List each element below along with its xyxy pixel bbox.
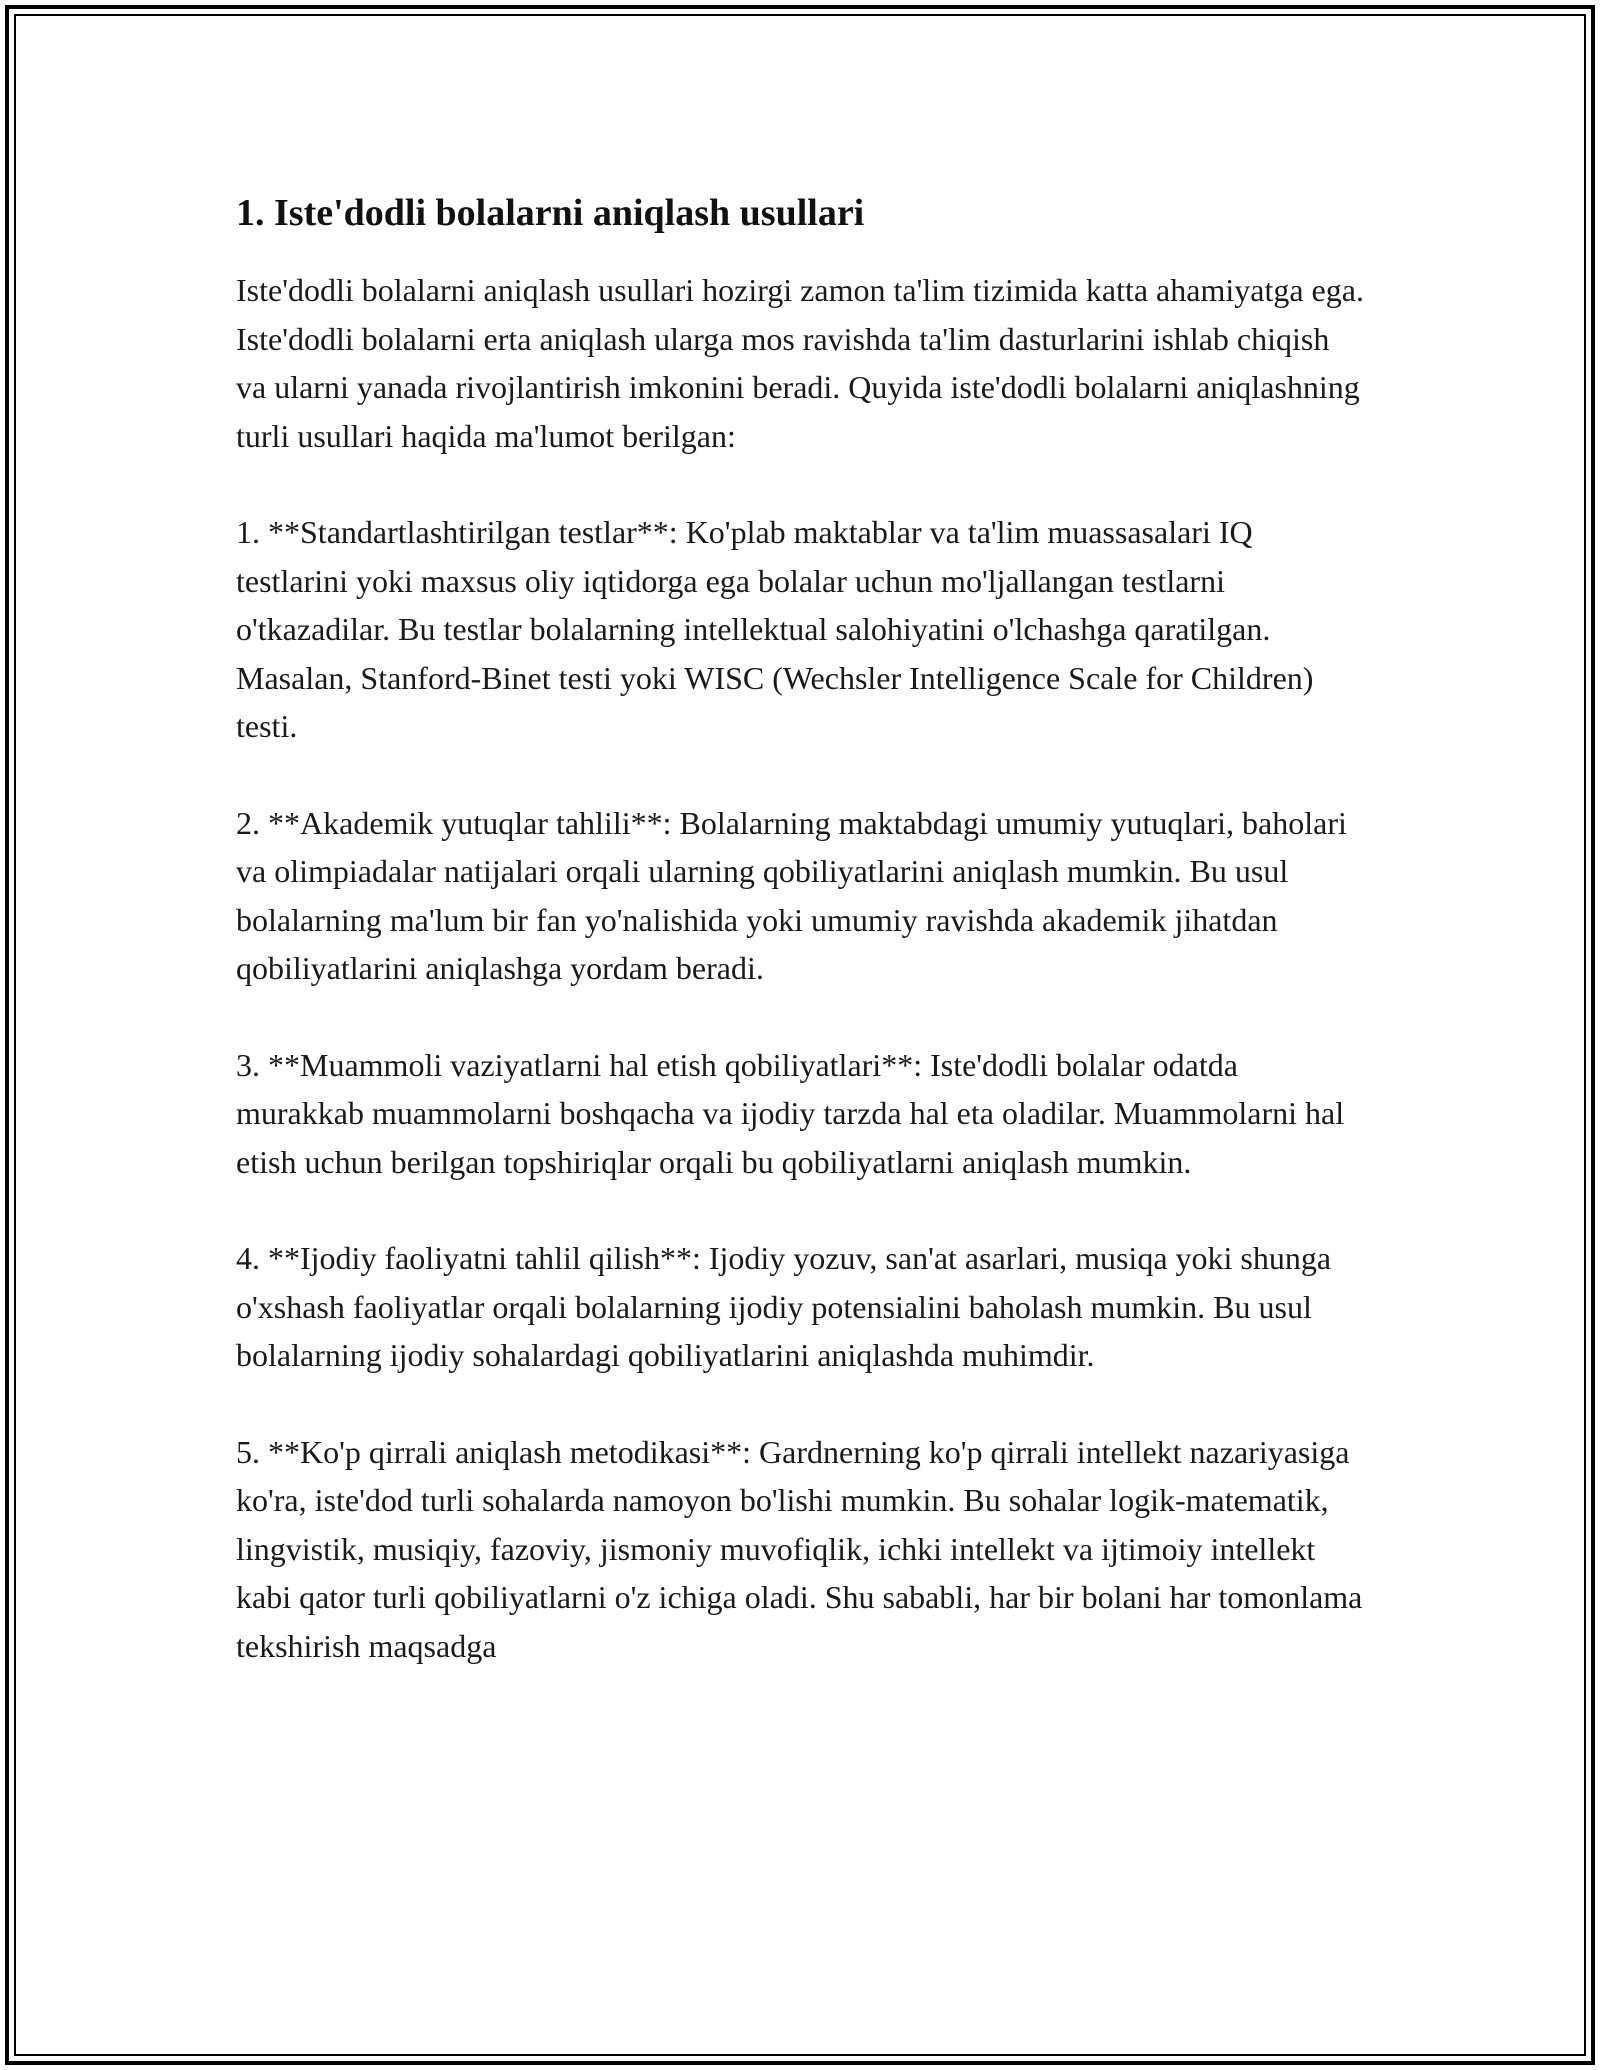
list-item-multiple-intelligence: 5. **Ko'p qirrali aniqlash metodikasi**: Gardnerning ko'p qirrali intellekt nazariyasiga ko'ra, iste'dod turli sohalarda namoyon bo'lishi mumkin. Bu sohalar logik-matematik, lingvistik, musiqiy, fazoviy, jismoniy muvofiqlik, ichki intellekt va ijtimoiy intellekt kabi qator turli qobiliyatlarni o'z ichiga oladi. Shu sababli, har bir bolani har tomonlama tekshirish maqsadga bbox=[236, 1433, 1363, 1664]
intro-paragraph: Iste'dodli bolalarni aniqlash usullari hozirgi zamon ta'lim tizimida katta ahamiyatga ega. Iste'dodli bolalarni erta aniqlash ularga mos ravishda ta'lim dasturlarini ishlab chiqish va ularni yanada rivojlantirish imkonini beradi. Quyida iste'dodli bolalarni aniqlashning turli usullari haqida ma'lumot berilgan: bbox=[236, 272, 1364, 454]
list-item-standardized-tests: 1. **Standartlashtirilgan testlar**: Ko'plab maktablar va ta'lim muassasalari IQ testlarini yoki maxsus oliy iqtidorga ega bolalar uchun mo'ljallangan testlarni o'tkazadilar. Bu testlar bolalarning intellektual salohiyatini o'lchashga qaratilgan. Masalan, Stanford-Binet testi yoki WISC (Wechsler Intelligence Scale for Children) testi. bbox=[236, 514, 1314, 744]
list-item-academic-achievements: 2. **Akademik yutuqlar tahlili**: Bolalarning maktabdagi umumiy yutuqlari, baholari va olimpiadalar natijalari orqali ularning qobiliyatlarini aniqlash mumkin. Bu usul bolalarning ma'lum bir fan yo'nalishida yoki umumiy ravishda akademik jihatdan qobiliyatlarini aniqlashga yordam beradi. bbox=[236, 804, 1347, 986]
list-item-creative-activity: 4. **Ijodiy faoliyatni tahlil qilish**: Ijodiy yozuv, san'at asarlari, musiqa yoki shunga o'xshash faoliyatlar orqali bolalarning ijodiy potensialini baholash mumkin. Bu usul bolalarning ijodiy sohalardagi qobiliyatlarini aniqlashda muhimdir. bbox=[236, 1240, 1332, 1373]
section-heading: 1. Iste'dodli bolalarni aniqlash usullari bbox=[236, 192, 865, 234]
document-body bbox=[236, 186, 1366, 1718]
list-item-problem-solving: 3. **Muammoli vaziyatlarni hal etish qobiliyatlari**: Iste'dodli bolalar odatda murakkab muammolarni boshqacha va ijodiy tarzda hal eta oladilar. Muammolarni hal etish uchun berilgan topshiriqlar orqali bu qobiliyatlarni aniqlash mumkin. bbox=[236, 1046, 1345, 1180]
